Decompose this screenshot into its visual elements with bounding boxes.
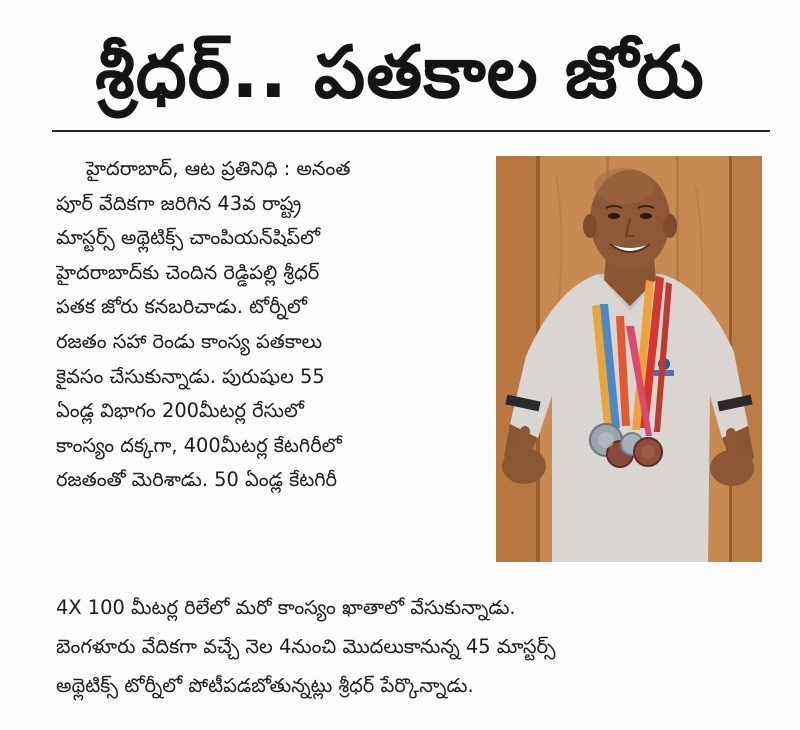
athlete-photo: [496, 156, 762, 562]
article-line: రజతంతో మెరిశాడు. 50 ఏండ్ల కేటగిరీ: [56, 468, 338, 492]
article-line: పూర్ వేదికగా జరిగిన 43వ రాష్ట్ర: [56, 191, 302, 215]
article-line: ఏండ్ల విభాగం 200మీటర్ల రేసులో: [56, 399, 304, 423]
article-line: కైవసం చేసుకున్నాడు. పురుషుల 55: [56, 364, 325, 388]
article-body-bottom: [56, 588, 776, 705]
article-line: అథ్లెటిక్స్ టోర్నీలో పోటీపడబోతున్నట్లు శ్రీధర్ పేర్కొన్నాడు.: [56, 674, 474, 697]
article-line: 4X 100 మీటర్ల రిలేలో మరో కాంస్యం ఖాతాలో వేసుకున్నాడు.: [56, 596, 516, 619]
article-line: రజతం సహా రెండు కాంస్య పతకాలు: [56, 329, 323, 353]
article-line: కాంస్యం దక్కగా, 400మీటర్ల కేటగిరీలో: [56, 433, 342, 457]
headline-rule: [52, 130, 770, 132]
article-line: బెంగళూరు వేదికగా వచ్చే నెల 4నుంచి మొదలుకానున్న 45 మాస్టర్స్: [56, 635, 556, 658]
article-line: హైదరాబాద్‌కు చెందిన రెడ్డిపల్లి శ్రీధర్: [56, 260, 320, 284]
article-line: హైదరాబాద్, ఆట ప్రతినిధి : అనంత: [86, 157, 351, 180]
article-line: పతక జోరు కనబరిచాడు. టోర్నీలో: [56, 295, 307, 319]
article-line: మాస్టర్స్ అథ్లెటిక్స్ చాంపియన్‌షిప్‌లో: [56, 226, 321, 250]
headline: శ్రీధర్.. పతకాల జోరు: [95, 30, 705, 114]
article-body-top: [56, 152, 484, 498]
